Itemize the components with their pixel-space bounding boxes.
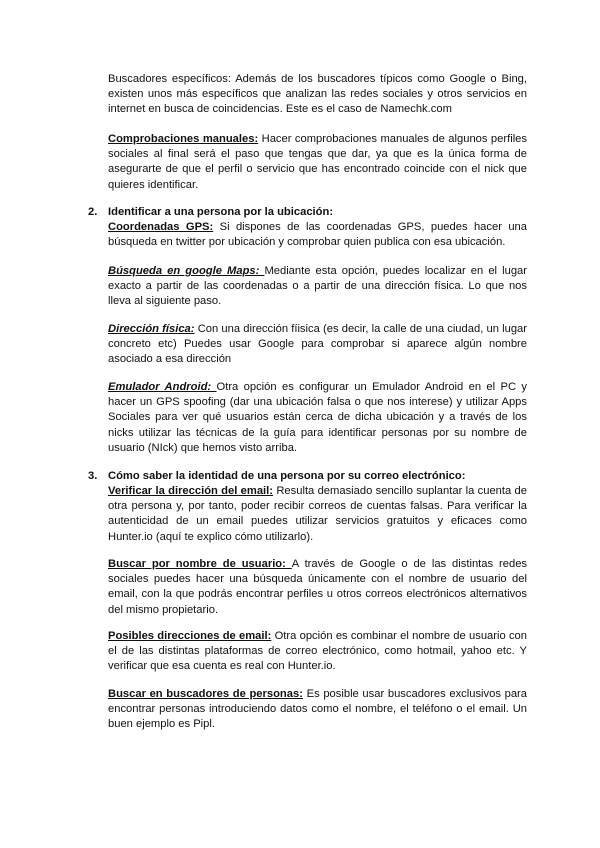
- section-heading-ubicacion: [88, 205, 528, 220]
- paragraph-emulador-android: [108, 380, 527, 456]
- usuario-label: Buscar por nombre de usuario:: [108, 558, 292, 570]
- paragraph-text: Si dispones de las coordenadas GPS, puedes hacer una búsqueda en twitter por ubicación y comprobar quien publica con esa ubicación.: [108, 221, 527, 249]
- paragraph-comprobaciones-manuales: [108, 132, 527, 193]
- buscadores-label: Buscar en buscadores de personas:: [108, 688, 303, 700]
- paragraph-coordenadas-gps: [108, 220, 527, 250]
- paragraph-text: Con una dirección fíisica (es decir, la calle de una ciudad, un lugar concreto etc) Puedes usar Google para comprobar si aparece algún nombre asociado a esa dirección: [108, 323, 527, 366]
- paragraph-text: Otra opción es configurar un Emulador Android en el PC y hacer un GPS spoofing (dar una ubicación falsa o que nos interese) y utilizar Apps Sociales para ver qué usuarios están cerca de dicha ubicación y a través de los nicks utilizar las técnicas de la guía para identificar personas por su nombre de usuario (NIck) que hemos visto arriba.: [108, 381, 527, 454]
- paragraph-buscadores-personas: [108, 687, 527, 733]
- verificar-label: Verificar la dirección del email:: [108, 485, 274, 497]
- section-number: 3.: [88, 470, 98, 482]
- paragraph-buscadores-especificos: [108, 72, 527, 118]
- paragraph-text: Es posible usar buscadores exclusivos para encontrar personas introduciendo datos como el nombre, el teléfono o el email. Un buen ejemplo es Pipl.: [108, 688, 528, 731]
- section-heading-correo: [88, 469, 528, 484]
- section-number: 2.: [88, 206, 98, 218]
- paragraph-text: Otra opción es combinar el nombre de usuario con el de las distintas plataformas de correo electrónico, como hotmail, yahoo etc. Y verificar que esa cuenta es real con Hunter.io.: [108, 630, 527, 673]
- paragraph-text: Buscadores específicos: Además de los buscadores típicos como Google o Bing, existen unos más específicos que analizan las redes sociales y otros servicios en internet en busca de coincidencias. Este es el caso de Namechk.com: [108, 73, 527, 116]
- direccion-label: Dirección física:: [108, 323, 195, 335]
- posibles-label: Posibles direcciones de email:: [108, 630, 272, 642]
- emulador-label: Emulador Android:: [108, 381, 217, 393]
- paragraph-text: A través de Google o de las distintas redes sociales puedes hacer una búsqueda únicamente con el nombre de usuario del email, con la que podrás encontrar perfiles u otros correos electrónicos alternativos del mismo propietario.: [108, 558, 528, 616]
- gps-label: Coordenadas GPS:: [108, 221, 214, 233]
- paragraph-text: Hacer comprobaciones manuales de algunos perfiles sociales al final será el paso que tengas que dar, ya que es la única forma de asegurarte de que el perfil o servicio que has encontrado coincide con el nick que quieres identificar.: [108, 133, 527, 191]
- paragraph-posibles-direcciones: [108, 629, 527, 675]
- paragraph-text: Mediante esta opción, puedes localizar en el lugar exacto a partir de las coordenadas o a partir de una dirección física. Lo que nos lleva al siguiente paso.: [108, 265, 527, 308]
- paragraph-nombre-usuario: [108, 557, 527, 618]
- paragraph-google-maps: [108, 264, 527, 310]
- paragraph-verificar-email: [108, 484, 527, 545]
- section-title: Cómo saber la identidad de una persona por su correo electrónico:: [108, 470, 466, 482]
- section-title: Identificar a una persona por la ubicación:: [108, 206, 334, 218]
- maps-label: Búsqueda en google Maps:: [108, 265, 265, 277]
- paragraph-direccion-fisica: [108, 322, 527, 368]
- comprobaciones-label: Comprobaciones manuales:: [108, 133, 259, 145]
- paragraph-text: Resulta demasiado sencillo suplantar la cuenta de otra persona y, por tanto, poder recibir correos de cuentas falsas. Para verificar la autenticidad de un email puedes utilizar servicios gratuitos y eficaces como Hunter.io (aquí te explico cómo utilizarlo).: [108, 485, 527, 543]
